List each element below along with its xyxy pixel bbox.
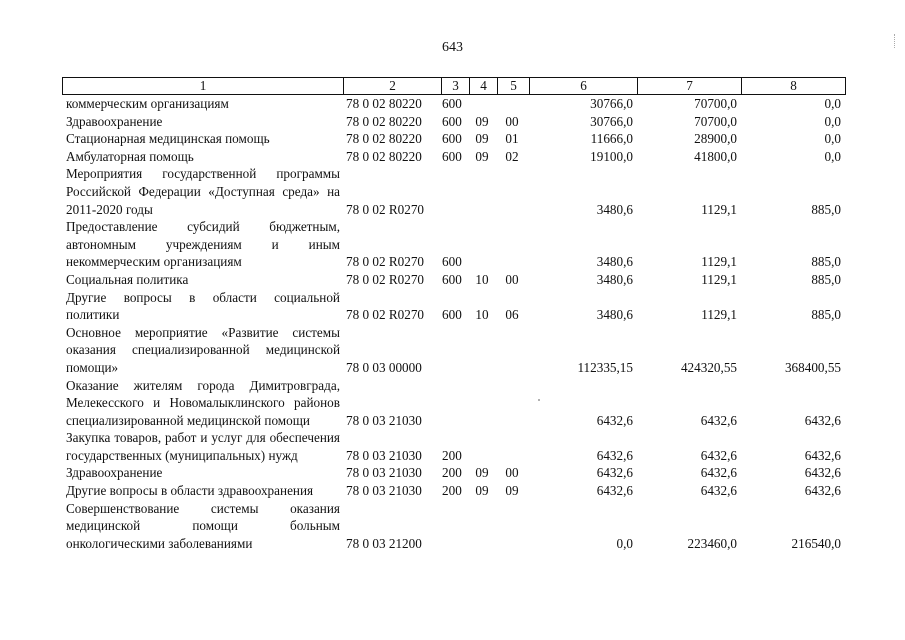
table-row bbox=[62, 500, 844, 553]
row-code: 78 0 02 80220 bbox=[346, 96, 422, 111]
row-name: Социальная политика bbox=[66, 271, 189, 287]
row-value-2019: 3480,6 bbox=[596, 254, 633, 270]
table-row bbox=[62, 289, 844, 324]
row-vr: 200 bbox=[442, 447, 462, 463]
row-value-2019: 3480,6 bbox=[596, 201, 633, 217]
row-value-2021: 885,0 bbox=[811, 307, 841, 323]
row-value-2020: 1129,1 bbox=[701, 307, 737, 323]
row-pr: 01 bbox=[505, 131, 519, 147]
header-col-5: 5 bbox=[497, 78, 529, 94]
row-vr: 600 bbox=[442, 113, 462, 129]
row-vr: 200 bbox=[442, 483, 462, 499]
row-rz: 09 bbox=[475, 148, 489, 164]
row-value-2020: 70700,0 bbox=[694, 113, 737, 129]
row-value-2021: 6432,6 bbox=[804, 465, 841, 481]
row-value-2019: 19100,0 bbox=[590, 148, 633, 164]
table-row bbox=[62, 165, 844, 218]
row-value-2019: 6432,6 bbox=[596, 412, 633, 428]
row-name: Мероприятия государственной программы Российской Федерации «Доступная среда» на 2011-2020 годы bbox=[66, 166, 340, 217]
row-name: Амбулаторная помощь bbox=[66, 148, 194, 164]
row-name: Стационарная медицинская помощь bbox=[66, 131, 270, 147]
row-value-2021: 885,0 bbox=[811, 254, 841, 270]
row-value-2019: 6432,6 bbox=[596, 465, 633, 481]
table-header bbox=[62, 77, 846, 95]
row-pr: 09 bbox=[505, 483, 519, 499]
row-name: Другие вопросы в области социальной политики bbox=[66, 289, 340, 323]
row-rz: 09 bbox=[475, 113, 489, 129]
row-name: Оказание жителям города Димитровграда, Мелекесского и Новомалыклинского районов специализированной медицинской помощи bbox=[66, 377, 340, 428]
row-code: 78 0 02 80220 bbox=[346, 131, 422, 147]
row-value-2020: 6432,6 bbox=[700, 465, 737, 481]
row-value-2020: 424320,55 bbox=[680, 359, 737, 375]
row-name: коммерческим организациям bbox=[66, 96, 229, 111]
row-code: 78 0 03 21030 bbox=[346, 412, 422, 428]
row-value-2019: 3480,6 bbox=[596, 307, 633, 323]
row-value-2019: 0,0 bbox=[616, 535, 633, 551]
row-vr: 600 bbox=[442, 96, 462, 111]
row-pr: 00 bbox=[505, 465, 519, 481]
scan-mark bbox=[894, 34, 899, 48]
header-col-1: 1 bbox=[199, 78, 207, 93]
row-value-2019: 6432,6 bbox=[596, 447, 633, 463]
row-code: 78 0 02 80220 bbox=[346, 148, 422, 164]
row-code: 78 0 03 21200 bbox=[346, 535, 422, 551]
row-vr: 600 bbox=[442, 148, 462, 164]
row-value-2020: 6432,6 bbox=[700, 483, 737, 499]
table-row bbox=[62, 218, 844, 271]
header-col-4: 4 bbox=[469, 78, 497, 94]
row-value-2019: 11666,0 bbox=[590, 131, 633, 147]
row-value-2021: 0,0 bbox=[824, 113, 841, 129]
row-vr: 600 bbox=[442, 271, 462, 287]
row-value-2021: 6432,6 bbox=[804, 447, 841, 463]
row-rz: 09 bbox=[475, 131, 489, 147]
row-value-2019: 6432,6 bbox=[596, 483, 633, 499]
row-code: 78 0 02 R0270 bbox=[346, 201, 425, 217]
row-value-2021: 885,0 bbox=[811, 201, 841, 217]
row-name: Основное мероприятие «Развитие системы оказания специализированной медицинской помощи» bbox=[66, 324, 340, 375]
row-value-2020: 223460,0 bbox=[687, 535, 737, 551]
row-pr: 00 bbox=[505, 113, 519, 129]
header-col-6: 6 bbox=[529, 78, 637, 94]
row-code: 78 0 02 80220 bbox=[346, 113, 422, 129]
row-value-2020: 6432,6 bbox=[700, 412, 737, 428]
row-value-2021: 6432,6 bbox=[804, 483, 841, 499]
row-pr: 00 bbox=[505, 271, 519, 287]
header-col-8: 8 bbox=[741, 78, 845, 94]
row-value-2020: 1129,1 bbox=[701, 254, 737, 270]
row-rz: 10 bbox=[475, 271, 489, 287]
row-code: 78 0 02 R0270 bbox=[346, 307, 425, 323]
row-value-2019: 30766,0 bbox=[590, 113, 633, 129]
row-code: 78 0 03 00000 bbox=[346, 359, 422, 375]
row-code: 78 0 02 R0270 bbox=[346, 254, 425, 270]
table-row bbox=[62, 271, 844, 289]
header-col-3: 3 bbox=[441, 78, 469, 94]
row-value-2021: 0,0 bbox=[824, 148, 841, 164]
row-name: Предоставление субсидий бюджетным, автономным учреждениям и иным некоммерческим организациям bbox=[66, 219, 340, 270]
table-row bbox=[62, 429, 844, 464]
row-vr: 600 bbox=[442, 254, 462, 270]
row-value-2021: 6432,6 bbox=[804, 412, 841, 428]
table-row bbox=[62, 482, 844, 500]
page-number: 643 bbox=[442, 40, 463, 55]
row-rz: 09 bbox=[475, 465, 489, 481]
table-row bbox=[62, 95, 844, 113]
row-value-2019: 112335,15 bbox=[577, 359, 633, 375]
row-pr: 02 bbox=[505, 148, 519, 164]
row-vr: 600 bbox=[442, 307, 462, 323]
table-row bbox=[62, 377, 844, 430]
table-row bbox=[62, 324, 844, 377]
table-row bbox=[62, 148, 844, 166]
row-name: Здравоохранение bbox=[66, 113, 163, 129]
row-value-2020: 41800,0 bbox=[694, 148, 737, 164]
row-code: 78 0 03 21030 bbox=[346, 465, 422, 481]
row-name: Совершенствование системы оказания медицинской помощи больным онкологическими заболеваниями bbox=[66, 500, 340, 551]
row-value-2021: 368400,55 bbox=[784, 359, 841, 375]
table-row bbox=[62, 130, 844, 148]
row-value-2020: 1129,1 bbox=[701, 201, 737, 217]
row-code: 78 0 02 R0270 bbox=[346, 271, 425, 287]
row-value-2020: 28900,0 bbox=[694, 131, 737, 147]
row-name: Другие вопросы в области здравоохранения bbox=[66, 483, 314, 499]
header-col-2: 2 bbox=[343, 78, 441, 94]
row-value-2020: 1129,1 bbox=[701, 271, 737, 287]
row-code: 78 0 03 21030 bbox=[346, 483, 422, 499]
row-value-2021: 0,0 bbox=[824, 131, 841, 147]
row-value-2019: 3480,6 bbox=[596, 271, 633, 287]
row-value-2020: 70700,0 bbox=[694, 96, 737, 111]
row-rz: 10 bbox=[475, 307, 489, 323]
row-value-2019: 30766,0 bbox=[590, 96, 633, 111]
row-vr: 200 bbox=[442, 465, 462, 481]
table-row bbox=[62, 113, 844, 131]
row-vr: 600 bbox=[442, 131, 462, 147]
table-body bbox=[62, 95, 844, 552]
row-value-2021: 885,0 bbox=[811, 271, 841, 287]
table-row bbox=[62, 464, 844, 482]
row-name: Здравоохранение bbox=[66, 465, 163, 481]
row-name: Закупка товаров, работ и услуг для обеспечения государственных (муниципальных) нужд bbox=[66, 430, 340, 463]
row-value-2021: 216540,0 bbox=[791, 535, 841, 551]
row-code: 78 0 03 21030 bbox=[346, 447, 422, 463]
row-value-2021: 0,0 bbox=[824, 96, 841, 111]
row-pr: 06 bbox=[505, 307, 519, 323]
row-rz: 09 bbox=[475, 483, 489, 499]
header-col-7: 7 bbox=[637, 78, 741, 94]
row-value-2020: 6432,6 bbox=[700, 447, 737, 463]
